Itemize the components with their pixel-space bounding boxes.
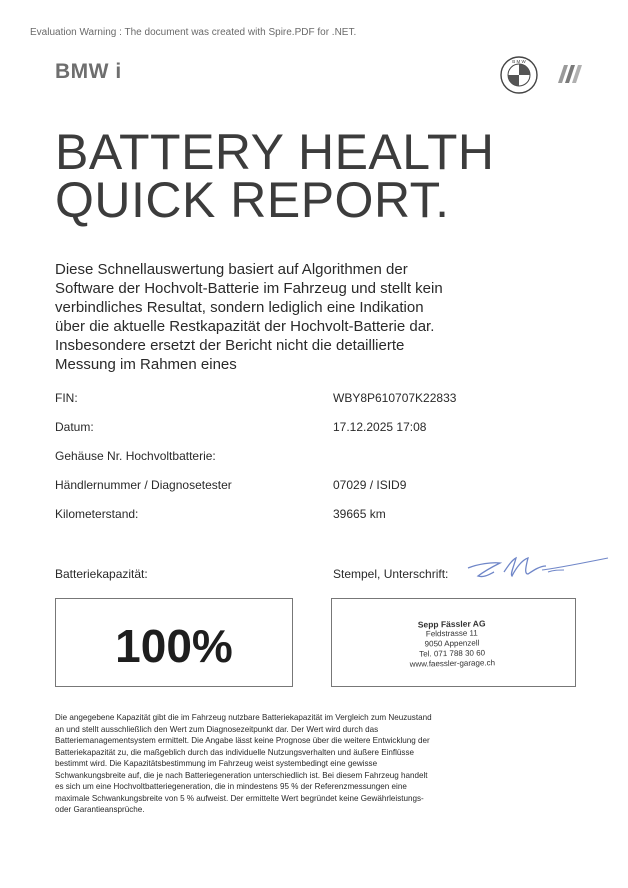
field-value-mileage: 39665 km <box>333 507 386 521</box>
disclaimer-text: Die angegebene Kapazität gibt die im Fahrzeug nutzbare Batteriekapazität im Vergleich zum Neuzustand an und stellt ausschließlich den Wert zum Diagnosezeitpunkt dar. Der Wert wird durch das Batteriemanagementsystem ermittelt. Die Angabe lässt keine Prognose über die weitere Entwicklung der Batteriekapazität zu, die maßgeblich durch das individuelle Nutzungsverhalten und äußere Einflüsse bestimmt wird. Die Kapazitätsbestimmung im Fahrzeug weist systembedingt eine gewisse Schwankungsbreite auf, die je nach Batteriegeneration unterschiedlich ist. Bei diesem Fahrzeug handelt es sich um eine Hochvoltbatteriegeneration, die in mindestens 95 % der Referenzmessungen eine maximale Schwankungsbreite von 5 % aufweist. Der ermittelte Wert begründet keine Gewährleistungs- oder Garantieansprüche. <box>55 713 432 814</box>
title-line-2: QUICK REPORT. <box>55 172 450 228</box>
field-label-mileage: Kilometerstand: <box>55 507 139 521</box>
svg-text:B M W: B M W <box>512 58 526 64</box>
stamp-web: www.faessler-garage.ch <box>409 658 496 669</box>
m-stripes-icon <box>550 63 586 85</box>
field-label-housing: Gehäuse Nr. Hochvoltbatterie: <box>55 449 216 463</box>
field-label-dealer: Händlernummer / Diagnosetester <box>55 478 232 492</box>
field-label-date: Datum: <box>55 420 94 434</box>
capacity-box <box>55 598 293 687</box>
field-value-date: 17.12.2025 17:08 <box>333 420 427 434</box>
capacity-label: Batteriekapazität: <box>55 567 148 581</box>
title-line-1: BATTERY HEALTH <box>55 124 495 180</box>
signature-image <box>458 552 618 588</box>
intro-paragraph: Diese Schnellauswertung basiert auf Algorithmen der Software der Hochvolt-Batterie im Fahrzeug und stellt kein verbindliches Resultat, sondern lediglich eine Indikation über die aktuelle Restkapazität der Hochvolt-Batterie dar. Insbesondere ersetzt der Bericht nicht die detaillierte Messung im Rahmen eines <box>55 261 443 373</box>
field-value-dealer: 07029 / ISID9 <box>333 478 407 492</box>
stamp-box <box>331 598 576 687</box>
stamp-name: Sepp Fässler AG <box>417 618 486 630</box>
page-title <box>55 124 495 228</box>
capacity-value: 100% <box>115 620 233 672</box>
bmw-roundel-icon <box>500 56 538 94</box>
field-value-fin: WBY8P610707K22833 <box>333 391 457 405</box>
stamp-phone: Tel. 071 788 30 60 <box>419 648 486 659</box>
brand-logo: BMW i <box>55 60 122 83</box>
stamp-city: 9050 Appenzell <box>424 638 480 649</box>
field-label-fin: FIN: <box>55 391 78 405</box>
dealer-stamp <box>402 618 503 670</box>
stamp-street: Feldstrasse 11 <box>425 628 478 639</box>
stamp-label: Stempel, Unterschrift: <box>333 567 449 581</box>
evaluation-warning: Evaluation Warning : The document was created with Spire.PDF for .NET. <box>30 27 357 38</box>
